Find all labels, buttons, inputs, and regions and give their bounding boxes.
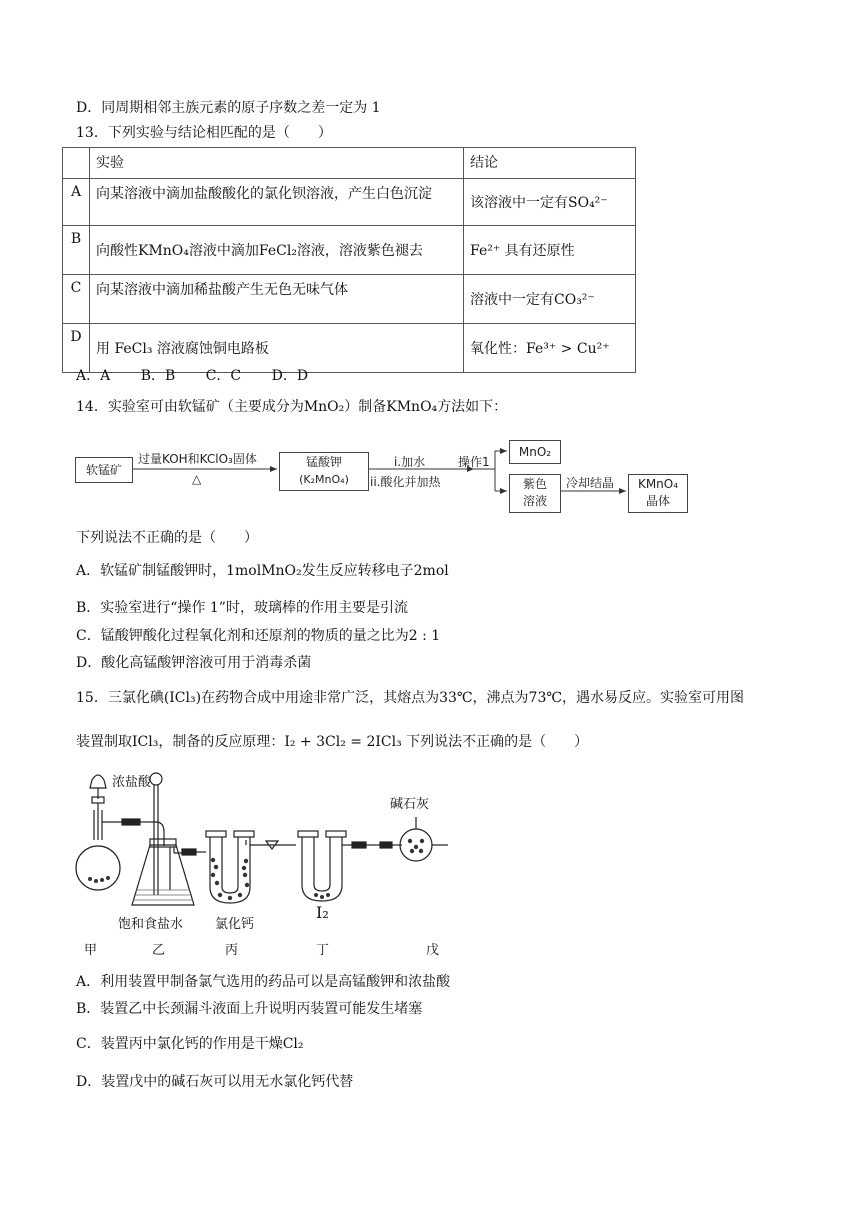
q14-flowchart [70, 436, 690, 516]
manganate-name: 锰酸钾 [305, 455, 342, 469]
table-header-row [63, 148, 636, 179]
row-conclusion: 溶液中一定有CO₃²⁻ [464, 275, 636, 324]
label-sat-brine: 饱和食盐水 [118, 917, 184, 932]
product-box [628, 474, 688, 513]
row-label: B [63, 226, 90, 275]
q14-option-c: C．锰酸钾酸化过程氧化剂和还原剂的物质的量之比为2 : 1 [76, 628, 441, 644]
q15-stem-line2: 装置制取ICl₃，制备的反应原理：I₂ + 3Cl₂ = 2ICl₃ 下列说法不正确的是（ ） [76, 734, 589, 750]
row-label: C [63, 275, 90, 324]
label-jia: 甲 [84, 943, 98, 958]
q13-option-a: A．A [76, 368, 111, 384]
row-conclusion: 氧化性：Fe³⁺ > Cu²⁺ [464, 324, 636, 373]
q14-option-d: D．酸化高锰酸钾溶液可用于消毒杀菌 [76, 655, 312, 671]
row-experiment: 向某溶液中滴加稀盐酸产生无色无味气体 [90, 275, 464, 324]
row-label: A [63, 179, 90, 226]
q13-options [76, 366, 334, 386]
table-row [63, 179, 636, 226]
q15-option-b: B．装置乙中长颈漏斗液面上升说明丙装置可能发生堵塞 [76, 1001, 423, 1017]
manganate-formula: (K₂MnO₄) [299, 473, 349, 486]
q14-option-b: B．实验室进行“操作 1”时，玻璃棒的作用主要是引流 [76, 600, 408, 616]
table-row [63, 275, 636, 324]
row-conclusion: 该溶液中一定有SO₄²⁻ [464, 179, 636, 226]
operation-label: 操作1 [458, 455, 490, 469]
q15-apparatus [70, 765, 460, 960]
q13-option-d: D．D [271, 368, 309, 384]
q12-option-d: D．同周期相邻主族元素的原子序数之差一定为 1 [76, 100, 381, 116]
q14-stem: 14．实验室可由软锰矿（主要成分为MnO₂）制备KMnO₄方法如下： [76, 399, 508, 415]
row-experiment: 向某溶液中滴加盐酸酸化的氯化钡溶液，产生白色沉淀 [90, 179, 464, 226]
row-conclusion: Fe²⁺ 具有还原性 [464, 226, 636, 275]
table-header-experiment: 实验 [90, 148, 464, 179]
label-conc-hcl: 浓盐酸 [112, 775, 152, 790]
label-wu: 戊 [426, 943, 440, 958]
q15-stem-line1: 15．三氯化碘(ICl₃)在药物合成中用途非常广泛，其熔点为33℃，沸点为73℃，遇水易反应。实验室可用图 [76, 690, 745, 706]
q13-stem: 13．下列实验与结论相匹配的是（ ） [76, 125, 332, 141]
q15-option-a: A．利用装置甲制备氯气选用的药品可以是高锰酸钾和浓盐酸 [76, 974, 451, 990]
label-bing: 丙 [225, 943, 239, 958]
table-header-conclusion: 结论 [464, 148, 636, 179]
step2-label: ii.酸化并加热 [370, 475, 441, 489]
q13-option-b: B．B [140, 368, 176, 384]
label-soda-lime: 碱石灰 [390, 797, 430, 812]
q15-option-d: D．装置戊中的碱石灰可以用无水氯化钙代替 [76, 1074, 354, 1090]
product-line2: 晶体 [645, 494, 670, 508]
row-experiment: 用 FeCl₃ 溶液腐蚀铜电路板 [90, 324, 464, 373]
table-header-label [63, 148, 90, 179]
table-row [63, 226, 636, 275]
label-yi: 乙 [152, 943, 166, 958]
step1-label: i.加水 [394, 455, 426, 469]
ore-box: 软锰矿 [75, 457, 133, 483]
crystallize-label: 冷却结晶 [566, 476, 615, 490]
manganate-box [279, 452, 369, 491]
solution-box [509, 474, 561, 513]
solution-line2: 溶液 [522, 494, 547, 508]
product-line1: KMnO₄ [637, 477, 679, 491]
q14-question: 下列说法不正确的是（ ） [76, 530, 258, 546]
label-ding: 丁 [316, 943, 330, 958]
mno2-box: MnO₂ [509, 440, 561, 464]
label-cacl2: 氯化钙 [215, 917, 255, 932]
solution-line1: 紫色 [522, 477, 547, 491]
q14-option-a: A．软锰矿制锰酸钾时，1molMnO₂发生反应转移电子2mol [76, 563, 449, 579]
label-iodine: I₂ [316, 903, 329, 922]
q13-table [62, 147, 636, 373]
reagent-label: 过量KOH和KClO₃固体 [138, 452, 257, 466]
heat-label: △ [192, 472, 202, 486]
q13-option-c: C．C [205, 368, 242, 384]
row-experiment: 向酸性KMnO₄溶液中滴加FeCl₂溶液，溶液紫色褪去 [90, 226, 464, 275]
q15-option-c: C．装置丙中氯化钙的作用是干燥Cl₂ [76, 1036, 304, 1052]
row-label: D [63, 324, 90, 373]
